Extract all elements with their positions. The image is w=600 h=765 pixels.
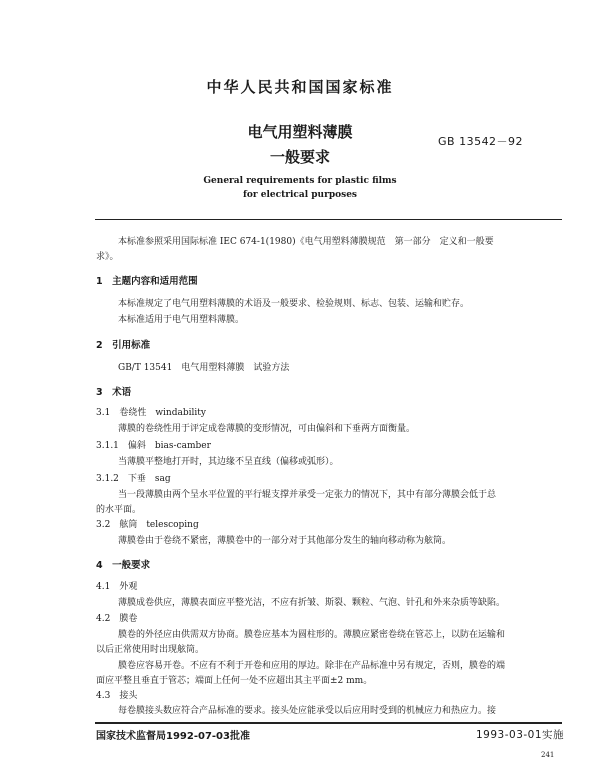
section-1-para1: 本标准规定了电气用塑料薄膜的术语及一般要求、检验规则、标志、包装、运输和贮存。 <box>118 299 470 309</box>
section-4-heading: 4 一般要求 <box>96 560 151 571</box>
req-4-2-para4: 面应平整且垂直于管芯；端面上任何一处不应超出其主平面±2 mm。 <box>96 676 373 686</box>
page-number: 241 <box>541 751 555 759</box>
req-4-2-para3: 膜卷应容易开卷。不应有不利于开卷和应用的厚边。除非在产品标准中另有规定，否则，膜卷的端 <box>118 661 506 671</box>
req-4-3: 4.3 接头 <box>96 691 138 701</box>
section-2-heading: 2 引用标准 <box>96 340 151 351</box>
term-3-1-2-para2: 的水平面。 <box>96 505 142 515</box>
req-4-1-para: 薄膜成卷供应，薄膜表面应平整光洁，不应有折皱、斯裂、颗粒、气泡、针孔和外来杂质等缺陷。 <box>118 598 506 608</box>
approval-date: 国家技术监督局1992-07-03批准 <box>96 731 250 742</box>
title-en-line2: for electrical purposes <box>242 190 358 200</box>
term-3-2-para: 薄膜卷由于卷绕不紧密，薄膜卷中的一部分对于其他部分发生的轴向移动称为舷筒。 <box>118 536 452 546</box>
national-standard-heading: 中华人民共和国国家标准 <box>206 78 394 96</box>
title-en-line1: General requirements for plastic films <box>203 176 397 186</box>
term-3-1-para: 薄膜的卷绕性用于评定成卷薄膜的变形情况，可由偏斜和下垂两方面衡量。 <box>118 424 416 434</box>
req-4-2-para1: 膜卷的外径应由供需双方协商。膜卷应基本为圆柱形的。薄膜应紧密卷绕在管芯上，以防在运输和 <box>118 630 506 640</box>
header-divider <box>95 219 562 220</box>
req-4-2-para2: 以后正常使用时出现舷筒。 <box>96 645 205 655</box>
section-1-para2: 本标准适用于电气用塑料薄膜。 <box>118 315 245 325</box>
req-4-1: 4.1 外观 <box>96 582 138 592</box>
implementation-date: 1993-03-01实施 <box>476 729 565 741</box>
req-4-2: 4.2 膜卷 <box>96 614 138 624</box>
term-3-1-2: 3.1.2 下垂 sag <box>96 474 171 484</box>
section-1-heading: 1 主题内容和适用范围 <box>96 276 198 287</box>
term-3-1-2-para1: 当一段薄膜由两个呈水平位置的平行辊支撑并承受一定张力的情况下，其中有部分薄膜会低于总 <box>118 490 497 500</box>
section-3-heading: 3 术语 <box>96 387 132 398</box>
term-3-1: 3.1 卷绕性 windability <box>96 408 206 418</box>
term-3-1-1-para: 当薄膜平整地打开时，其边缘不呈直线（偏移或弧形）。 <box>118 457 339 467</box>
standard-code: GB 13542－92 <box>438 135 524 148</box>
intro-line1: 本标准参照采用国际标准 IEC 674-1(1980)《电气用塑料薄膜规范 第一部分 定义和一般要 <box>118 237 494 247</box>
section-2-para1: GB/T 13541 电气用塑料薄膜 试验方法 <box>118 363 290 373</box>
footer-divider <box>95 722 562 724</box>
term-3-2: 3.2 舷筒 telescoping <box>96 520 199 530</box>
title-cn-line2: 一般要求 <box>269 148 330 166</box>
title-cn-line1: 电气用塑料薄膜 <box>247 123 353 141</box>
req-4-3-para: 每卷膜接头数应符合产品标准的要求。接头处应能承受以后应用时受到的机械应力和热应力。接 <box>118 706 497 716</box>
term-3-1-1: 3.1.1 偏斜 bias-camber <box>96 441 211 451</box>
intro-line2: 求》。 <box>96 252 119 262</box>
